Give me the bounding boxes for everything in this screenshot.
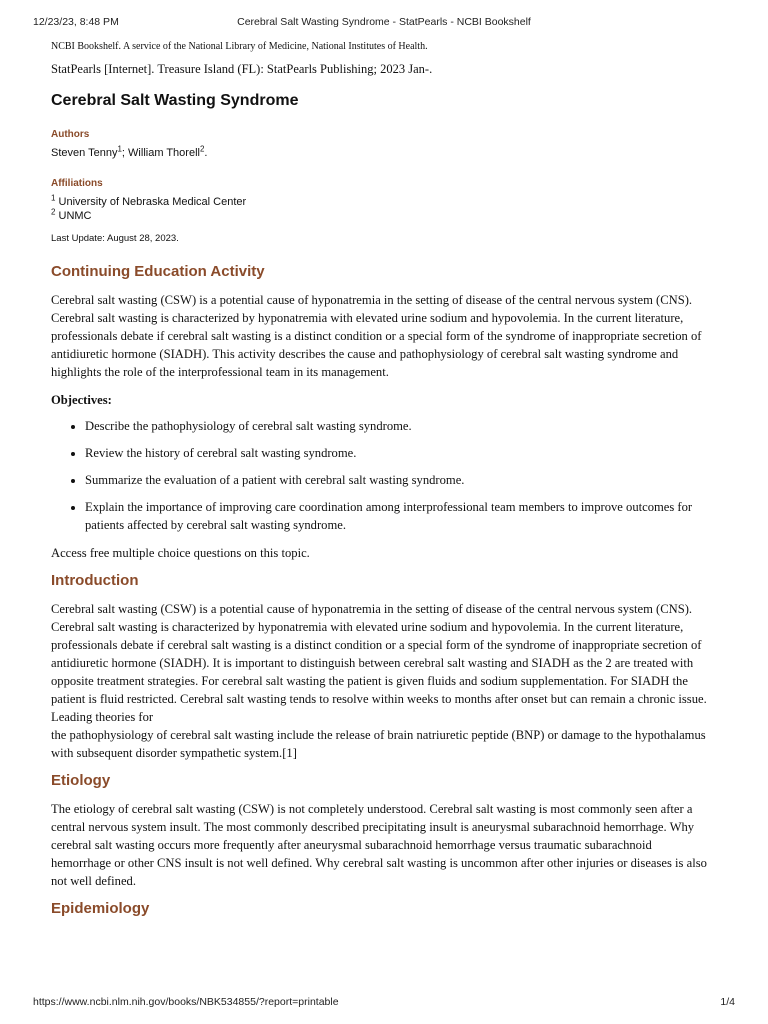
paragraph: the pathophysiology of cerebral salt wasting include the release of brain natriuretic peptide (BNP) or damage to the hypothalamus with subsequent disorder sympathetic system.[1] <box>51 728 706 760</box>
list-item: • Describe the pathophysiology of cerebral salt wasting syndrome. <box>85 417 707 435</box>
author-name[interactable]: Steven Tenny <box>51 147 118 159</box>
list-item: • Review the history of cerebral salt wasting syndrome. <box>85 444 707 462</box>
section-heading-epidemiology: Epidemiology <box>51 900 150 917</box>
objectives-list <box>51 417 707 534</box>
article-content <box>51 40 707 928</box>
bookshelf-notice: NCBI Bookshelf. A service of the National Library of Medicine, National Institutes of Health. <box>51 41 428 52</box>
affiliations-label: Affiliations <box>51 178 103 189</box>
affiliation-text: University of Nebraska Medical Center <box>55 196 247 208</box>
paragraph: Cerebral salt wasting (CSW) is a potential cause of hyponatremia in the setting of disease of the central nervous system (CNS). Cerebral salt wasting is characterized by hyponatremia with elevated urine sodium and hypovolemia. In the current literature, professionals debate if cerebral salt wasting is a distinct condition or a special form of the syndrome of inappropriate secretion of antidiuretic hormone (SIADH). This activity describes the cause and pathophysiology of cerebral salt wasting syndrome and highlights the role of the interprofessional team in its management. <box>51 293 702 379</box>
print-page-number: 1/4 <box>720 996 735 1008</box>
list-item: • Summarize the evaluation of a patient with cerebral salt wasting syndrome. <box>85 471 707 489</box>
author-affil-sup[interactable]: 1 <box>117 144 122 154</box>
author-end: . <box>204 147 208 159</box>
print-footer <box>33 996 735 1010</box>
section-heading-introduction: Introduction <box>51 572 139 589</box>
citation: StatPearls [Internet]. Treasure Island (FL): StatPearls Publishing; 2023 Jan-. <box>51 62 433 76</box>
affiliations-list <box>51 195 707 223</box>
print-header <box>33 16 735 30</box>
authors-list <box>51 146 707 160</box>
section-heading-etiology: Etiology <box>51 772 111 789</box>
paragraph: The etiology of cerebral salt wasting (CSW) is not completely understood. Cerebral salt wasting is most commonly seen after a central nervous system insult. The most commonly described precipitating insult is aneurysmal subarachnoid hemorrhage. Why cerebral salt wasting occurs more frequently after aneurysmal subarachnoid hemorrhage versus traumatic subarachnoid hemorrhage or other CNS insult is not well defined. Why cerebral salt wasting is uncommon after other injuries or diseases is also not well defined. <box>51 802 707 888</box>
author-name[interactable]: William Thorell <box>128 147 200 159</box>
affiliation-item <box>51 195 707 209</box>
affiliation-text: UNMC <box>55 210 92 222</box>
affiliation-sup: 2 <box>51 207 56 217</box>
affiliation-sup: 1 <box>51 193 56 203</box>
section-heading-continuing-education: Continuing Education Activity <box>51 263 265 280</box>
print-page-title: Cerebral Salt Wasting Syndrome - StatPearls - NCBI Bookshelf <box>237 16 531 28</box>
authors-label: Authors <box>51 129 90 140</box>
print-datetime: 12/23/23, 8:48 PM <box>33 16 119 28</box>
article-title: Cerebral Salt Wasting Syndrome <box>51 92 299 109</box>
list-item: • Explain the importance of improving care coordination among interprofessional team members to improve outcomes for patients affected by cerebral salt wasting syndrome. <box>85 498 707 534</box>
access-questions-link[interactable]: Access free multiple choice questions on this topic. <box>51 546 310 560</box>
paragraph: Cerebral salt wasting (CSW) is a potential cause of hyponatremia in the setting of disease of the central nervous system (CNS). Cerebral salt wasting is characterized by hyponatremia with elevated urine sodium and hypovolemia. In the current literature, professionals debate if cerebral salt wasting is a distinct condition or a special form of the syndrome of inappropriate secretion of antidiuretic hormone (SIADH). It is important to distinguish between cerebral salt wasting and SIADH as the 2 are treated with opposite treatment strategies. For cerebral salt wasting the patient is given fluids and sodium supplementation. For SIADH the patient is fluid restricted. Cerebral salt wasting tends to resolve within weeks to months after onset but can remain a chronic issue. Leading theories for <box>51 602 707 724</box>
affiliation-item <box>51 209 707 223</box>
print-url[interactable]: https://www.ncbi.nlm.nih.gov/books/NBK534855/?report=printable <box>33 996 339 1008</box>
author-separator: ; <box>121 147 129 159</box>
last-update: Last Update: August 28, 2023. <box>51 233 179 244</box>
author-affil-sup[interactable]: 2 <box>199 144 205 154</box>
objectives-label: Objectives: <box>51 393 112 407</box>
